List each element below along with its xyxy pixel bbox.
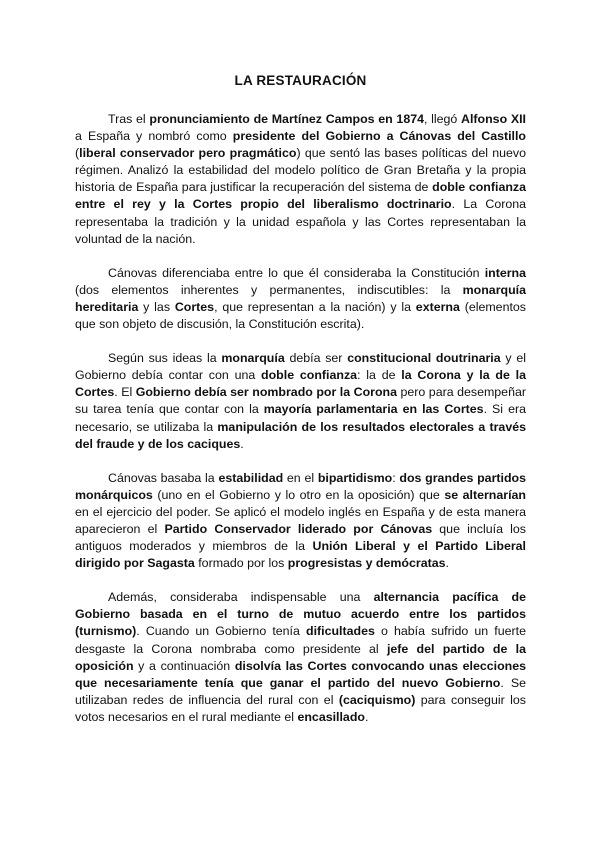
- bold-text: externa: [415, 299, 460, 314]
- bold-text: doble confianza: [261, 368, 358, 383]
- bold-text: alternancia pacífica de Gobierno basada en el turno de mutuo acuerdo entre los partidos (turnismo): [75, 590, 526, 639]
- bold-text: monarquía hereditaria: [75, 282, 526, 314]
- bold-text: dificultades: [306, 624, 375, 639]
- text-run: . Si era necesario, se utilizaba la: [75, 402, 526, 434]
- bold-text: bipartidismo: [317, 470, 393, 485]
- text-run: para conseguir los votos necesarios en el rural mediante el: [75, 692, 526, 724]
- bold-text: constitucional doutrinaria: [347, 351, 501, 366]
- bold-text: manipulación de los resultados electorales a través del fraude y de los caciques: [75, 419, 526, 451]
- paragraph-2: [75, 265, 526, 333]
- bold-text: se alternarían: [444, 487, 526, 502]
- text-run: en el: [283, 470, 318, 485]
- bold-text: presidente del Gobierno a Cánovas del Castillo: [232, 129, 526, 144]
- bold-text: la Corona y la de la Cortes: [75, 368, 526, 400]
- text-run: Cánovas basaba la: [108, 470, 219, 485]
- text-run: que incluía los antiguos moderados y miembros de la: [75, 521, 526, 554]
- text-run: a España y nombró como: [75, 129, 233, 144]
- bold-text: monarquía: [221, 351, 285, 366]
- bold-text: liberal conservador pero pragmático: [79, 146, 297, 161]
- text-run: , llegó: [424, 112, 462, 126]
- paragraph-3: [75, 350, 526, 453]
- text-run: formado por los: [194, 556, 288, 571]
- text-run: Cánovas diferenciaba entre lo que él consideraba la Constitución: [108, 265, 485, 280]
- text-run: (: [75, 146, 80, 161]
- text-run: y a continuación: [133, 658, 235, 673]
- paragraph-4: [75, 470, 526, 573]
- text-run: o había sufrido un fuerte desgaste la Corona nombraba como presidente al: [75, 624, 526, 656]
- bold-text: progresistas y demócratas: [287, 556, 446, 571]
- text-run: Según sus ideas la: [108, 351, 222, 366]
- bold-text: pronunciamiento de Martínez Campos en 1874: [149, 112, 424, 126]
- bold-text: encasillado: [297, 709, 365, 724]
- bold-text: Alfonso XII: [461, 112, 526, 126]
- text-run: .: [445, 556, 449, 571]
- paragraph-5: [75, 589, 526, 726]
- bold-text: Partido Conservador liderado por Cánovas: [164, 521, 433, 536]
- bold-text: Cortes: [174, 299, 215, 314]
- bold-text: dos grandes partidos monárquicos: [75, 470, 526, 502]
- text-run: y las: [138, 299, 175, 314]
- bold-text: mayoría parlamentaria en las Cortes: [263, 402, 484, 417]
- text-run: .: [364, 709, 369, 724]
- text-run: (dos elementos inherentes y permanentes, indiscutibles: la: [75, 282, 463, 297]
- document-title: LA RESTAURACIÓN: [234, 73, 367, 88]
- bold-text: Gobierno debía ser nombrado por la Corona: [135, 385, 397, 400]
- document-page: [75, 73, 526, 743]
- text-run: en el ejercicio del poder. Se aplicó el modelo inglés en España y de esta manera aparecieron el: [75, 504, 526, 536]
- bold-text: doble confianza entre el rey y la Cortes propio del liberalismo doctrinario: [75, 180, 526, 212]
- text-run: (elementos que son objeto de discusión, la Constitución escrita).: [75, 299, 526, 332]
- text-run: : la de: [357, 368, 402, 383]
- text-run: ) que sentó las bases políticas del nuevo régimen. Analizó la estabilidad del modelo político de Gran Bretaña y la propia historia de España para justificar la recuperación del sistema de: [75, 146, 526, 195]
- text-run: .: [240, 436, 244, 451]
- text-run: Además, consideraba indispensable una: [108, 590, 374, 605]
- bold-text: jefe del partido de la oposición: [75, 641, 526, 673]
- text-run: , que representan a la nación) y la: [214, 299, 416, 314]
- paragraph-1: [75, 111, 526, 248]
- text-run: (uno en el Gobierno y lo otro en la oposición) que: [152, 487, 445, 502]
- text-run: y el Gobierno debía contar con una: [75, 351, 526, 383]
- text-run: debía ser: [284, 351, 348, 366]
- text-run: . Cuando un Gobierno tenía: [136, 624, 306, 639]
- text-run: . Se utilizaban redes de influencia del rural con el: [75, 675, 526, 707]
- text-run: . La Corona representaba la tradición y la unidad española y las Cortes representaban la voluntad de la nación.: [75, 197, 527, 246]
- bold-text: estabilidad: [218, 470, 284, 485]
- document-body: [75, 111, 526, 726]
- text-run: pero para desempeñar su tarea tenía que contar con la: [75, 385, 526, 417]
- bold-text: interna: [484, 265, 526, 280]
- text-run: . El: [114, 385, 136, 400]
- text-run: Tras el: [108, 112, 150, 126]
- bold-text: (caciquismo): [338, 692, 416, 707]
- text-run: :: [392, 470, 400, 485]
- bold-text: disolvía las Cortes convocando unas elecciones que necesariamente tenía que ganar el partido del nuevo Gobierno: [75, 658, 527, 690]
- bold-text: Unión Liberal y el Partido Liberal dirigido por Sagasta: [75, 539, 526, 571]
